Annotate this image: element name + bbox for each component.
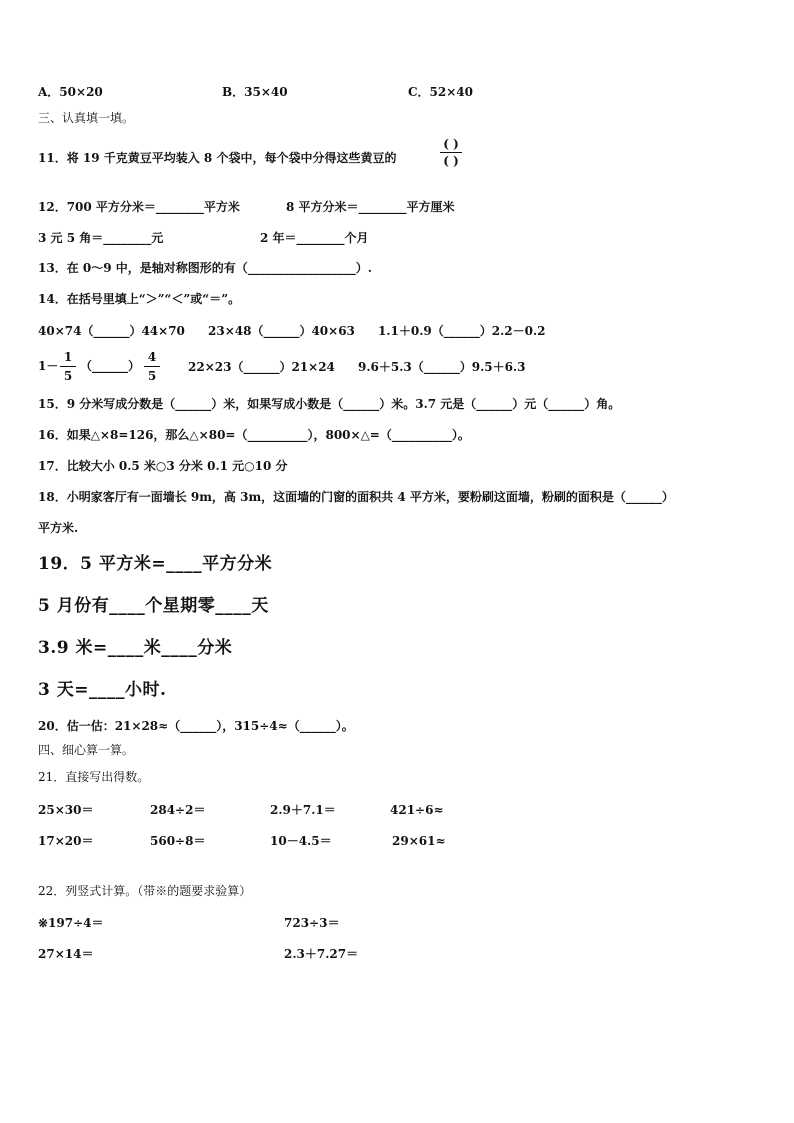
q11-denominator: ( ) <box>443 154 459 168</box>
section-4-heading: 四、细心算一算。 <box>38 743 135 757</box>
q21-item-4: 421÷6≈ <box>390 803 444 817</box>
option-a: A．50×20 <box>38 85 103 99</box>
q22-item-2: 723÷3＝ <box>284 916 340 930</box>
question-12-c: 3 元 5 角＝________元 <box>38 231 164 245</box>
q11-fraction <box>440 137 462 168</box>
question-12-b: 8 平方分米＝________平方厘米 <box>286 200 455 214</box>
question-14: 14．在括号里填上“＞”“＜”或“＝”。 <box>38 292 241 306</box>
q22-item-4: 2.3＋7.27＝ <box>284 947 359 961</box>
question-19-a: 19．5 平方米=____平方分米 <box>38 554 273 574</box>
question-17: 17．比较大小 0.5 米○3 分米 0.1 元○10 分 <box>38 459 288 473</box>
question-16: 16．如果△×8=126，那么△×80=（__________），800×△=（__________）。 <box>38 428 470 442</box>
question-12-d: 2 年＝________个月 <box>260 231 369 245</box>
question-20: 20．估一估：21×28≈（______），315÷4≈（______）。 <box>38 719 354 733</box>
q11-numerator: ( ) <box>443 137 459 151</box>
question-11: 11．将 19 千克黄豆平均装入 8 个袋中，每个袋中分得这些黄豆的 <box>38 151 397 165</box>
q21-item-6: 560÷8＝ <box>150 834 206 848</box>
q14-fraction-2 <box>144 349 160 384</box>
option-b: B．35×40 <box>222 85 288 99</box>
q14-one-minus: 1－ <box>38 359 59 373</box>
question-18-line-1: 18．小明家客厅有一面墙长 9m，高 3m，这面墙的门窗的面积共 4 平方米，要粉刷这面墙，粉刷的面积是（______） <box>38 490 674 504</box>
q14-item-6: 9.6＋5.3（______）9.5＋6.3 <box>358 360 526 374</box>
q21-item-7: 10－4.5＝ <box>270 834 332 848</box>
q14-item-3: 1.1＋0.9（______）2.2－0.2 <box>378 324 546 338</box>
question-19-b: 5 月份有____个星期零____天 <box>38 596 269 616</box>
q14-fraction-1-den: 5 <box>63 369 73 383</box>
q21-item-1: 25×30＝ <box>38 803 94 817</box>
q14-item-1: 40×74（______）44×70 <box>38 324 185 338</box>
question-18-line-2: 平方米. <box>38 521 79 535</box>
question-22: 22．列竖式计算。（带※的题要求验算） <box>38 884 252 898</box>
q22-item-1: ※197÷4＝ <box>38 916 104 930</box>
option-c: C．52×40 <box>408 85 474 99</box>
q14-fraction-2-den: 5 <box>147 369 157 383</box>
question-19-d: 3 天=____小时. <box>38 680 167 700</box>
q14-fraction-2-num: 4 <box>147 350 157 364</box>
question-21: 21．直接写出得数。 <box>38 770 150 784</box>
q14-item-5: 22×23（______）21×24 <box>188 360 335 374</box>
q21-item-8: 29×61≈ <box>392 834 446 848</box>
question-12-a: 12．700 平方分米＝________平方米 <box>38 200 240 214</box>
question-15: 15．9 分米写成分数是（______）米，如果写成小数是（______）米。3.7 元是（______）元（______）角。 <box>38 397 621 411</box>
section-3-heading: 三、认真填一填。 <box>38 111 135 125</box>
q21-item-5: 17×20＝ <box>38 834 94 848</box>
question-13: 13．在 0～9 中，是轴对称图形的有（__________________）. <box>38 261 372 275</box>
q14-blank: （______） <box>80 359 141 373</box>
q14-fraction-1-num: 1 <box>63 350 73 364</box>
q22-item-3: 27×14＝ <box>38 947 94 961</box>
q21-item-3: 2.9＋7.1＝ <box>270 803 336 817</box>
question-19-c: 3.9 米=____米____分米 <box>38 638 233 658</box>
q14-item-2: 23×48（______）40×63 <box>208 324 355 338</box>
q21-item-2: 284÷2＝ <box>150 803 206 817</box>
q14-fraction-1 <box>60 349 76 384</box>
q14-item-4 <box>38 349 188 389</box>
